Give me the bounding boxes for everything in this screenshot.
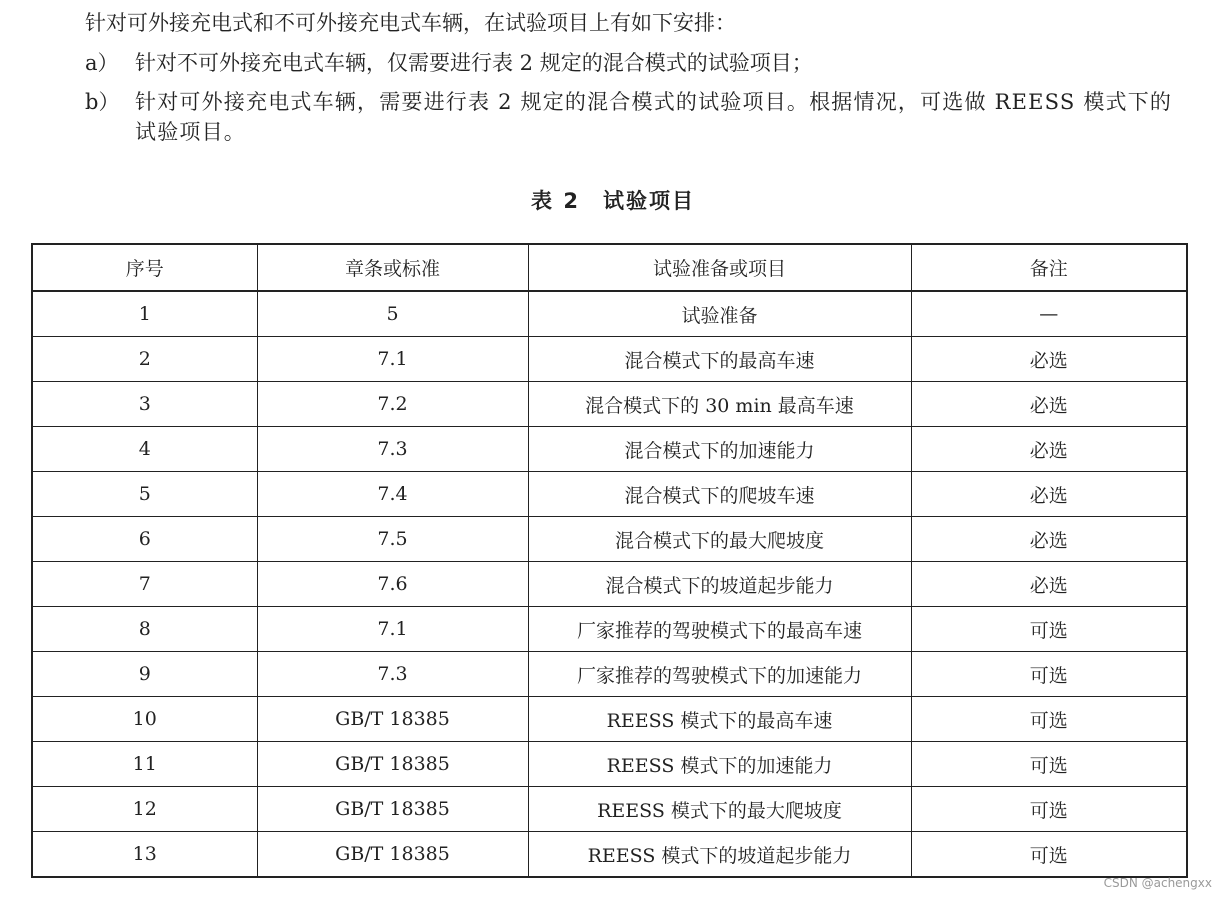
header-index: 序号 bbox=[32, 244, 257, 291]
cell-item: 厂家推荐的驾驶模式下的最高车速 bbox=[528, 607, 911, 652]
table-title: 表 2 试验项目 bbox=[531, 189, 695, 213]
list-item-marker: b） bbox=[85, 90, 120, 114]
table-row bbox=[32, 742, 1187, 787]
cell-remark: 必选 bbox=[911, 382, 1187, 427]
cell-remark: 可选 bbox=[911, 742, 1187, 787]
table-row bbox=[32, 382, 1187, 427]
cell-clause: 7.5 bbox=[257, 517, 528, 562]
table-row bbox=[32, 607, 1187, 652]
table-row bbox=[32, 291, 1187, 337]
cell-remark: 必选 bbox=[911, 562, 1187, 607]
cell-index: 10 bbox=[32, 697, 257, 742]
cell-remark: 可选 bbox=[911, 607, 1187, 652]
cell-index: 7 bbox=[32, 562, 257, 607]
list-item-text: 针对可外接充电式车辆，需要进行表 2 规定的混合模式的试验项目。根据情况，可选做 REESS 模式下的试验项目。 bbox=[135, 90, 1173, 144]
cell-item: REESS 模式下的加速能力 bbox=[528, 742, 911, 787]
table-row bbox=[32, 697, 1187, 742]
cell-item: 混合模式下的 30 min 最高车速 bbox=[528, 382, 911, 427]
cell-index: 13 bbox=[32, 832, 257, 878]
cell-index: 2 bbox=[32, 337, 257, 382]
cell-clause: 7.1 bbox=[257, 607, 528, 652]
cell-remark: 必选 bbox=[911, 517, 1187, 562]
table-row bbox=[32, 652, 1187, 697]
cell-clause: 7.1 bbox=[257, 337, 528, 382]
cell-remark: 可选 bbox=[911, 652, 1187, 697]
cell-clause: 7.6 bbox=[257, 562, 528, 607]
cell-item: REESS 模式下的最高车速 bbox=[528, 697, 911, 742]
cell-index: 3 bbox=[32, 382, 257, 427]
list-item-a bbox=[85, 48, 813, 78]
test-items-table bbox=[31, 243, 1188, 878]
cell-clause: GB/T 18385 bbox=[257, 742, 528, 787]
cell-item: REESS 模式下的最大爬坡度 bbox=[528, 787, 911, 832]
cell-clause: GB/T 18385 bbox=[257, 697, 528, 742]
cell-index: 4 bbox=[32, 427, 257, 472]
list-item-text: 针对不可外接充电式车辆，仅需要进行表 2 规定的混合模式的试验项目； bbox=[135, 51, 813, 75]
cell-clause: GB/T 18385 bbox=[257, 787, 528, 832]
cell-clause: 7.2 bbox=[257, 382, 528, 427]
table-row bbox=[32, 427, 1187, 472]
cell-item: 混合模式下的加速能力 bbox=[528, 427, 911, 472]
table-row bbox=[32, 832, 1187, 878]
cell-remark: 必选 bbox=[911, 337, 1187, 382]
cell-index: 6 bbox=[32, 517, 257, 562]
table-row bbox=[32, 337, 1187, 382]
cell-item: 混合模式下的坡道起步能力 bbox=[528, 562, 911, 607]
cell-remark: 必选 bbox=[911, 427, 1187, 472]
cell-remark: — bbox=[911, 291, 1187, 337]
table-row bbox=[32, 517, 1187, 562]
cell-index: 12 bbox=[32, 787, 257, 832]
cell-item: 试验准备 bbox=[528, 291, 911, 337]
header-item: 试验准备或项目 bbox=[528, 244, 911, 291]
cell-clause: GB/T 18385 bbox=[257, 832, 528, 878]
cell-index: 1 bbox=[32, 291, 257, 337]
cell-index: 11 bbox=[32, 742, 257, 787]
cell-clause: 7.3 bbox=[257, 652, 528, 697]
cell-remark: 可选 bbox=[911, 697, 1187, 742]
cell-remark: 可选 bbox=[911, 787, 1187, 832]
table-header-row bbox=[32, 244, 1187, 291]
cell-clause: 7.3 bbox=[257, 427, 528, 472]
cell-item: 混合模式下的最高车速 bbox=[528, 337, 911, 382]
list-item-marker: a） bbox=[85, 51, 119, 75]
intro-paragraph: 针对可外接充电式和不可外接充电式车辆，在试验项目上有如下安排： bbox=[85, 11, 736, 35]
cell-remark: 必选 bbox=[911, 472, 1187, 517]
header-remark: 备注 bbox=[911, 244, 1187, 291]
watermark-text: CSDN @achengxx bbox=[1103, 876, 1212, 890]
table-row bbox=[32, 787, 1187, 832]
cell-remark: 可选 bbox=[911, 832, 1187, 878]
table-row bbox=[32, 562, 1187, 607]
cell-item: 混合模式下的最大爬坡度 bbox=[528, 517, 911, 562]
table-row bbox=[32, 472, 1187, 517]
cell-index: 8 bbox=[32, 607, 257, 652]
cell-index: 9 bbox=[32, 652, 257, 697]
cell-index: 5 bbox=[32, 472, 257, 517]
cell-item: 混合模式下的爬坡车速 bbox=[528, 472, 911, 517]
list-item-b bbox=[85, 87, 1185, 157]
header-clause: 章条或标准 bbox=[257, 244, 528, 291]
cell-item: 厂家推荐的驾驶模式下的加速能力 bbox=[528, 652, 911, 697]
cell-clause: 5 bbox=[257, 291, 528, 337]
cell-clause: 7.4 bbox=[257, 472, 528, 517]
cell-item: REESS 模式下的坡道起步能力 bbox=[528, 832, 911, 878]
